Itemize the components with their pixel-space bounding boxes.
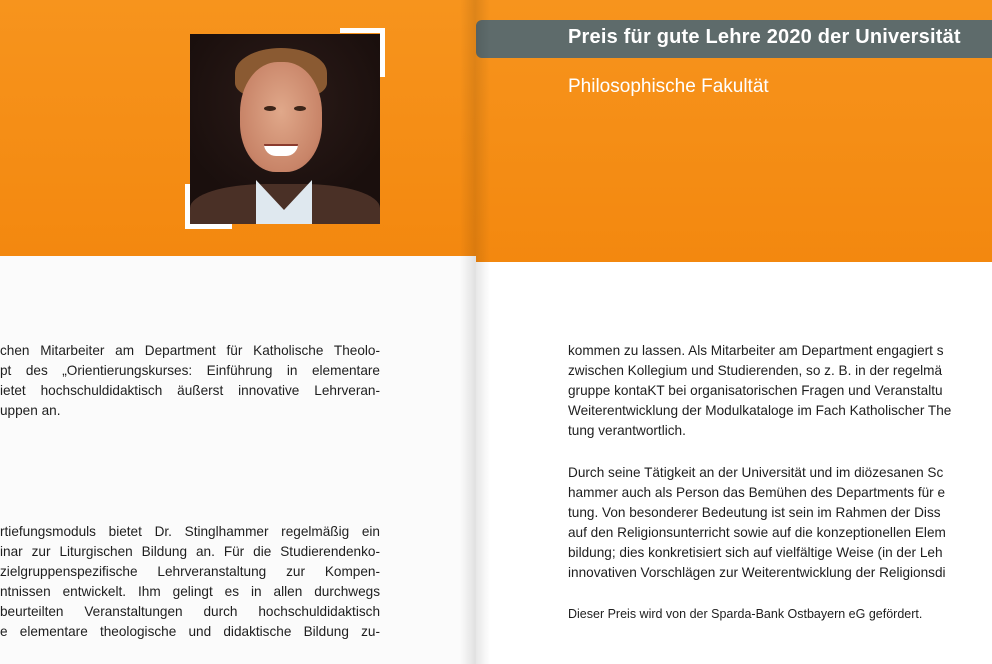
text-line: rtiefungsmoduls bietet Dr. Stinglhammer regelmäßig ein bbox=[0, 524, 380, 539]
text-line: tung verantwortlich. bbox=[568, 423, 686, 438]
photo-frame-corner-bottom-left bbox=[185, 184, 232, 229]
text-line: chen Mitarbeiter am Department für Katholische Theolo- bbox=[0, 343, 380, 358]
text-line: ietet hochschuldidaktisch äußerst innovative Lehrveran- bbox=[0, 383, 380, 398]
text-line: zielgruppenspezifische Lehrveranstaltung zur Kompen- bbox=[0, 564, 380, 579]
text-line: innovativen Vorschlägen zur Weiterentwicklung der Religionsdi bbox=[568, 565, 946, 580]
left-paragraph-1 bbox=[0, 341, 380, 421]
text-line: kommen zu lassen. Als Mitarbeiter am Department engagiert s bbox=[568, 343, 944, 358]
right-page bbox=[476, 0, 992, 664]
photo-right-eye bbox=[294, 106, 306, 111]
text-line: auf den Religionsunterricht sowie auf die konzeptionellen Elem bbox=[568, 525, 946, 540]
photo-left-eye bbox=[264, 106, 276, 111]
left-paragraph-2 bbox=[0, 522, 380, 642]
text-line: gruppe kontaKT bei organisatorischen Fragen und Veranstaltu bbox=[568, 383, 943, 398]
right-paragraph-2 bbox=[568, 463, 992, 583]
left-page bbox=[0, 0, 476, 664]
text-line: tung. Von besonderer Bedeutung ist sein im Rahmen der Diss bbox=[568, 505, 941, 520]
sponsor-note: Dieser Preis wird von der Sparda-Bank Ostbayern eG gefördert. bbox=[568, 607, 923, 621]
text-line: beurteilten Veranstaltungen durch hochschuldidaktisch bbox=[0, 604, 380, 619]
header-title-bar bbox=[476, 20, 992, 58]
text-line: bildung; dies konkretisiert sich auf vielfältige Weise (in der Leh bbox=[568, 545, 943, 560]
text-line: zwischen Kollegium und Studierenden, so z. B. in der regelmä bbox=[568, 363, 943, 378]
text-line: uppen an. bbox=[0, 403, 61, 418]
text-line: inar zur Liturgischen Bildung an. Für die Studierendenko- bbox=[0, 544, 380, 559]
text-line: hammer auch als Person das Bemühen des Departments für e bbox=[568, 485, 946, 500]
text-line: Durch seine Tätigkeit an der Universität und im diözesanen Sc bbox=[568, 465, 944, 480]
text-line: e elementare theologische und didaktische Bildung zu- bbox=[0, 624, 380, 639]
text-line: pt des „Orientierungskurses: Einführung in elementare bbox=[0, 363, 380, 378]
page-title: Preis für gute Lehre 2020 der Universität bbox=[568, 26, 961, 48]
text-line: Weiterentwicklung der Modulkataloge im Fach Katholischer The bbox=[568, 403, 952, 418]
photo-frame-corner-top-right bbox=[340, 28, 385, 77]
text-line: ntnissen entwickelt. Ihm gelingt es in allen durchwegs bbox=[0, 584, 380, 599]
right-paragraph-1 bbox=[568, 341, 992, 441]
faculty-subtitle: Philosophische Fakultät bbox=[568, 76, 769, 97]
